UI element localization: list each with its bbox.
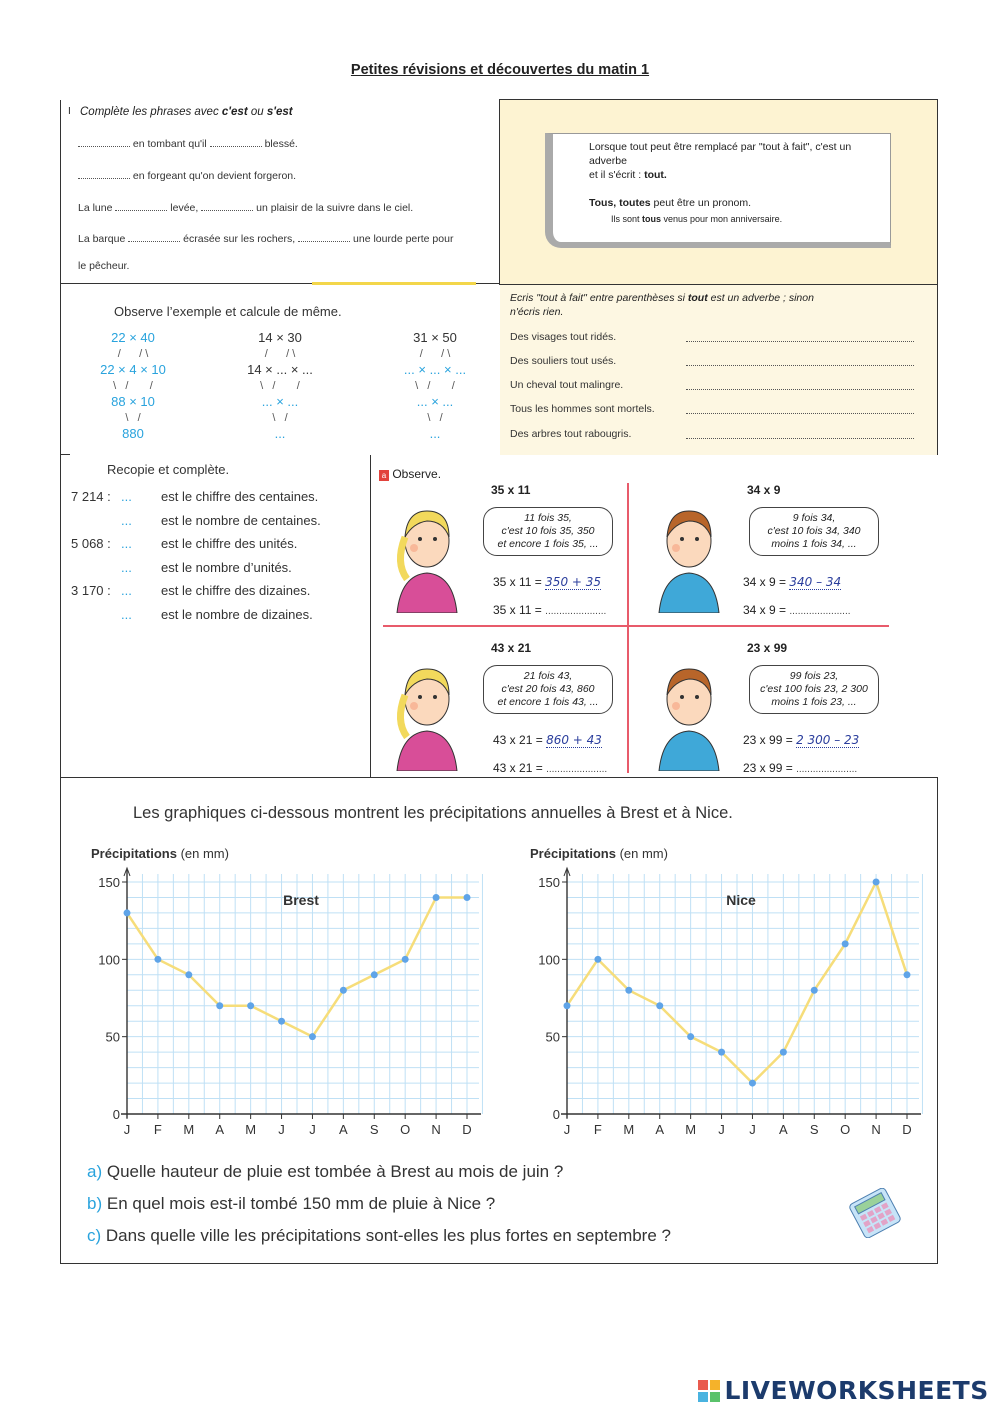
equation-answer: 340 – 34: [789, 575, 842, 589]
data-point: [594, 956, 601, 963]
panel-title: 43 x 21: [491, 641, 532, 655]
data-point: [124, 909, 131, 916]
tree-slash: / / \: [117, 348, 149, 360]
answer-blank[interactable]: [201, 210, 253, 211]
question-text: Quelle hauteur de pluie est tombée à Brest au mois de juin ?: [106, 1162, 564, 1181]
equation: [493, 575, 601, 589]
rule-bold: tout.: [644, 169, 667, 181]
answer-blank[interactable]: [686, 403, 914, 414]
instruction-text: Complète les phrases avec: [80, 106, 222, 118]
sentence-text: un plaisir de la suivre dans le ciel.: [256, 202, 414, 214]
item-text: Tous les hommes sont mortels.: [510, 403, 655, 415]
equation: [743, 603, 851, 617]
chart-brest: [91, 846, 482, 1137]
sentence-text: La lune: [78, 202, 113, 214]
answer-blank[interactable]: ......................: [796, 764, 858, 775]
instruction: [510, 291, 930, 319]
data-point: [656, 1002, 663, 1009]
panel-title: 34 x 9: [747, 483, 781, 497]
equation-label: 34 x 9 =: [743, 575, 787, 589]
character-icon: [387, 493, 467, 613]
item-text: est le nombre d’unités.: [161, 559, 292, 575]
speech-bubble: [483, 665, 613, 714]
instruction: Recopie et complète.: [107, 462, 230, 477]
y-axis-label-unit: (en mm): [615, 846, 668, 861]
equation-answer: 860 + 43: [546, 733, 602, 747]
data-point: [309, 1033, 316, 1040]
x-tick-label: F: [593, 1122, 602, 1137]
equation-label: 34 x 9 =: [743, 603, 787, 617]
badge: a: [379, 470, 389, 481]
instruction: [80, 106, 293, 118]
bubble-line: 99 fois 23,: [789, 670, 839, 682]
equation: [743, 733, 859, 747]
data-point: [371, 971, 378, 978]
instruction-text: Ecris "tout à fait" entre parenthèses si: [510, 292, 688, 304]
footer-logo[interactable]: [698, 1376, 989, 1406]
observe-panel: [371, 455, 627, 617]
y-tick-label: 0: [552, 1107, 560, 1122]
y-axis-label: [91, 846, 229, 861]
data-point: [811, 987, 818, 994]
x-tick-label: M: [623, 1122, 635, 1137]
instruction-bold: c'est: [221, 106, 248, 118]
divider: [60, 1263, 938, 1264]
answer-blank[interactable]: [686, 379, 914, 390]
exercise-tree: [225, 330, 335, 442]
data-point: [564, 1002, 571, 1009]
rule-text: Ils sont: [611, 214, 643, 224]
tree-top: 22 × 40: [111, 330, 155, 345]
speech-bubble: [749, 665, 879, 714]
sentence-text: blessé.: [264, 138, 298, 150]
question-text: En quel mois est-il tombé 150 mm de pluie à Nice ?: [106, 1194, 496, 1213]
question-letter: c): [87, 1226, 102, 1245]
x-tick-label: M: [245, 1122, 257, 1137]
number-label: 7 214 :: [71, 489, 111, 504]
y-axis-label-unit: (en mm): [176, 846, 229, 861]
x-tick-label: F: [153, 1122, 162, 1137]
tree-slash: / / \: [264, 348, 296, 360]
answer-blank[interactable]: [115, 210, 167, 211]
x-tick-label: J: [278, 1122, 285, 1137]
sentence-text: écrasée sur les rochers,: [183, 233, 296, 245]
number-label: 5 068 :: [71, 536, 111, 551]
data-point: [904, 971, 911, 978]
answer-blank[interactable]: ......................: [545, 606, 607, 617]
rule-panel: [499, 99, 938, 285]
instruction-text: n'écris rien.: [510, 306, 564, 318]
logo-icon: [698, 1380, 720, 1402]
question-letter: b): [87, 1194, 103, 1213]
y-tick-label: 50: [545, 1029, 560, 1045]
x-tick-label: N: [431, 1122, 441, 1137]
rule-box: [545, 133, 891, 248]
x-tick-label: S: [809, 1122, 819, 1137]
x-tick-label: S: [369, 1122, 379, 1137]
item-text: est le nombre de centaines.: [161, 512, 321, 528]
tree-result: 880: [122, 426, 144, 441]
rule-bold: Tous, toutes: [589, 197, 651, 209]
x-tick-label: A: [339, 1122, 348, 1137]
bubble-line: 9 fois 34,: [792, 512, 836, 524]
x-tick-label: A: [655, 1122, 665, 1137]
x-tick-label: O: [400, 1122, 411, 1137]
equation-label: 23 x 99 =: [743, 761, 793, 775]
x-tick-label: M: [685, 1122, 697, 1137]
equation: [743, 575, 841, 589]
y-axis-label-bold: Précipitations: [91, 846, 177, 861]
rule-text: peut être un pronom.: [650, 197, 752, 209]
x-tick-label: A: [215, 1122, 225, 1137]
exercise-tree: [380, 330, 490, 442]
instruction-bold: s'est: [266, 106, 293, 118]
list-item: [510, 379, 920, 391]
tree-middle: 22 × 4 × 10: [100, 362, 166, 377]
answer-blank[interactable]: ......................: [546, 764, 608, 775]
data-point: [216, 1002, 223, 1009]
section-tout-a-fait: [500, 285, 938, 455]
x-tick-label: J: [749, 1122, 756, 1137]
rule-text: [589, 168, 880, 182]
question: [87, 1162, 671, 1182]
list-item: [510, 355, 920, 367]
data-point: [687, 1033, 694, 1040]
tree-slash: / / \: [419, 348, 451, 360]
answer-blank[interactable]: [686, 428, 914, 439]
observe-label: Observe.: [392, 467, 442, 481]
tree-lower[interactable]: ... × ...: [416, 394, 454, 409]
answer-blank[interactable]: ...: [121, 536, 132, 551]
logo-text: LIVEWORKSHEETS: [724, 1376, 989, 1405]
answer-blank[interactable]: ...: [121, 606, 132, 622]
chart-title: Brest: [283, 892, 319, 908]
x-tick-label: A: [779, 1122, 788, 1137]
section-calcul: [60, 284, 500, 454]
character-icon: [649, 651, 729, 771]
data-point: [247, 1002, 254, 1009]
instruction-bold: tout: [687, 292, 708, 304]
data-point: [625, 987, 632, 994]
rule-text: Lorsque tout peut être remplacé par "tout à fait", c'est un adverbe: [589, 141, 852, 167]
speech-bubble: [483, 507, 613, 556]
answer-blank[interactable]: [128, 241, 180, 242]
bubble-line: c'est 100 fois 23, 2 300: [760, 683, 868, 695]
y-axis-label-bold: Précipitations: [530, 846, 616, 861]
page-title: Petites révisions et découvertes du matin 1: [350, 62, 650, 78]
sentence-text: levée,: [170, 202, 199, 214]
answer-blank[interactable]: ...: [121, 512, 132, 528]
bubble-line: 11 fois 35,: [524, 512, 572, 524]
number-label: 3 170 :: [71, 583, 111, 598]
data-point: [185, 971, 192, 978]
rule-text: venus pour mon anniversaire.: [661, 214, 783, 224]
data-point: [154, 956, 161, 963]
list-item: [510, 331, 920, 343]
rule-bold: tous: [642, 214, 662, 224]
x-tick-label: J: [123, 1122, 131, 1137]
answer-blank[interactable]: ......................: [789, 606, 851, 617]
data-point: [749, 1080, 756, 1087]
rule-example: [611, 212, 880, 226]
section-recopie: [60, 455, 370, 777]
sentence-text: en forgeant qu'on devient forgeron.: [132, 170, 297, 182]
y-tick-label: 100: [98, 952, 120, 968]
data-point: [402, 956, 409, 963]
instruction: Observe l’exemple et calcule de même.: [114, 304, 342, 319]
item-text: est le chiffre des centaines.: [161, 489, 319, 504]
equation-label: 43 x 21 =: [493, 733, 543, 747]
bubble-line: moins 1 fois 23, ...: [771, 696, 857, 708]
section-precipitations: [61, 778, 937, 1263]
tree-slash: \ / /: [260, 380, 300, 392]
x-tick-label: O: [840, 1122, 851, 1137]
panel-title: 35 x 11: [491, 483, 531, 497]
section-observe: [370, 455, 894, 777]
data-point: [780, 1049, 787, 1056]
tree-slash: \ /: [427, 412, 443, 424]
tree-slash: \ / /: [415, 380, 455, 392]
sentence: [78, 202, 413, 214]
chart-title: Nice: [726, 892, 756, 908]
instruction-text: ou: [247, 106, 267, 118]
tree-middle[interactable]: 14 × ... × ...: [247, 362, 313, 377]
sentence: [78, 233, 453, 245]
x-tick-label: J: [718, 1122, 725, 1137]
answer-blank[interactable]: [298, 241, 350, 242]
item-text: Un cheval tout malingre.: [510, 379, 624, 391]
answer-blank[interactable]: [210, 146, 262, 147]
answer-blank[interactable]: ...: [121, 583, 132, 598]
sentence-text: en tombant qu'il: [132, 138, 207, 150]
equation-answer: 350 + 35: [545, 575, 602, 589]
section-cest-sest: [68, 104, 498, 279]
bubble-line: moins 1 fois 34, ...: [771, 538, 857, 550]
instruction-text: est un adverbe ; sinon: [707, 292, 814, 304]
bubble-line: 21 fois 43,: [523, 670, 573, 682]
chart-intro: Les graphiques ci-dessous montrent les précipitations annuelles à Brest et à Nice.: [133, 804, 733, 822]
x-tick-label: M: [183, 1122, 195, 1137]
answer-blank[interactable]: [686, 331, 914, 342]
sentence-text: La barque: [78, 233, 126, 245]
question: [87, 1194, 671, 1214]
tree-result[interactable]: ...: [429, 426, 441, 441]
tree-result[interactable]: ...: [274, 426, 286, 441]
tree-slash: \ /: [125, 412, 141, 424]
bubble-line: et encore 1 fois 43, ...: [497, 696, 599, 708]
equation-label: 23 x 99 =: [743, 733, 793, 747]
data-point: [842, 940, 849, 947]
question: [87, 1226, 671, 1246]
answer-blank[interactable]: [686, 355, 914, 366]
observe-panel: [629, 455, 885, 617]
tree-top: 14 × 30: [258, 330, 302, 345]
equation: [493, 761, 607, 775]
data-point: [464, 894, 471, 901]
x-tick-label: J: [563, 1122, 571, 1137]
answer-blank[interactable]: ...: [121, 559, 132, 575]
tree-lower: 88 × 10: [111, 394, 155, 409]
data-point: [718, 1049, 725, 1056]
section-number: I: [68, 106, 71, 117]
bubble-line: c'est 20 fois 43, 860: [501, 683, 595, 695]
sentence: [78, 170, 296, 182]
rule-text: [589, 196, 880, 210]
tree-slash: \ / /: [113, 380, 153, 392]
item-text: Des visages tout ridés.: [510, 331, 617, 343]
sentence: [78, 138, 298, 150]
x-tick-label: D: [902, 1122, 912, 1137]
equation: [493, 733, 602, 747]
data-point: [873, 879, 880, 886]
item-text: est le nombre de dizaines.: [161, 606, 313, 622]
divider: [937, 778, 938, 1263]
tree-slash: \ /: [272, 412, 288, 424]
bubble-line: et encore 1 fois 35, ...: [497, 538, 599, 550]
equation: [493, 603, 606, 617]
y-tick-label: 100: [538, 952, 560, 968]
y-tick-label: 150: [98, 875, 120, 890]
item-text: est le chiffre des unités.: [161, 536, 298, 551]
answer-blank[interactable]: [78, 146, 130, 147]
speech-bubble: [749, 507, 879, 556]
answer-blank[interactable]: [78, 178, 130, 179]
y-tick-label: 50: [105, 1029, 120, 1045]
x-tick-label: D: [462, 1122, 472, 1137]
observe-panel: [371, 627, 627, 777]
chart-nice: [530, 846, 922, 1137]
list-item: [510, 403, 920, 415]
bubble-line: c'est 10 fois 34, 340: [767, 525, 861, 537]
y-axis-label: [530, 846, 668, 861]
item-text: Des souliers tout usés.: [510, 355, 617, 367]
equation-label: 35 x 11 =: [493, 575, 542, 589]
x-tick-label: N: [871, 1122, 881, 1137]
answer-blank[interactable]: ...: [121, 489, 132, 504]
data-point: [433, 894, 440, 901]
y-tick-label: 150: [538, 875, 560, 890]
y-tick-label: 0: [112, 1107, 120, 1122]
tree-top: 31 × 50: [413, 330, 457, 345]
equation-label: 43 x 21 =: [493, 761, 543, 775]
list-item: [510, 428, 920, 440]
calculator-icon: [847, 1188, 903, 1238]
equation-label: 35 x 11 =: [493, 603, 542, 617]
data-point: [278, 1018, 285, 1025]
question-letter: a): [87, 1162, 103, 1181]
sentence: le pêcheur.: [78, 260, 130, 272]
sentence-text: une lourde perte pour: [353, 233, 454, 245]
data-point: [340, 987, 347, 994]
rule-text: et il s'écrit :: [589, 169, 645, 181]
example-tree: [78, 330, 188, 442]
x-tick-label: J: [309, 1122, 316, 1137]
question-text: Dans quelle ville les précipitations sont-elles les plus fortes en septembre ?: [105, 1226, 671, 1245]
character-icon: [649, 493, 729, 613]
equation: [743, 761, 857, 775]
panel-title: 23 x 99: [747, 641, 788, 655]
equation-answer: 2 300 – 23: [796, 733, 860, 747]
item-text: est le chiffre des dizaines.: [161, 583, 311, 598]
tree-middle[interactable]: ... × ... × ...: [403, 362, 467, 377]
item-text: Des arbres tout rabougris.: [510, 428, 632, 440]
question-list: [87, 1162, 671, 1258]
observe-panel: [629, 627, 885, 777]
tree-lower[interactable]: ... × ...: [261, 394, 299, 409]
character-icon: [387, 651, 467, 771]
bubble-line: c'est 10 fois 35, 350: [501, 525, 595, 537]
